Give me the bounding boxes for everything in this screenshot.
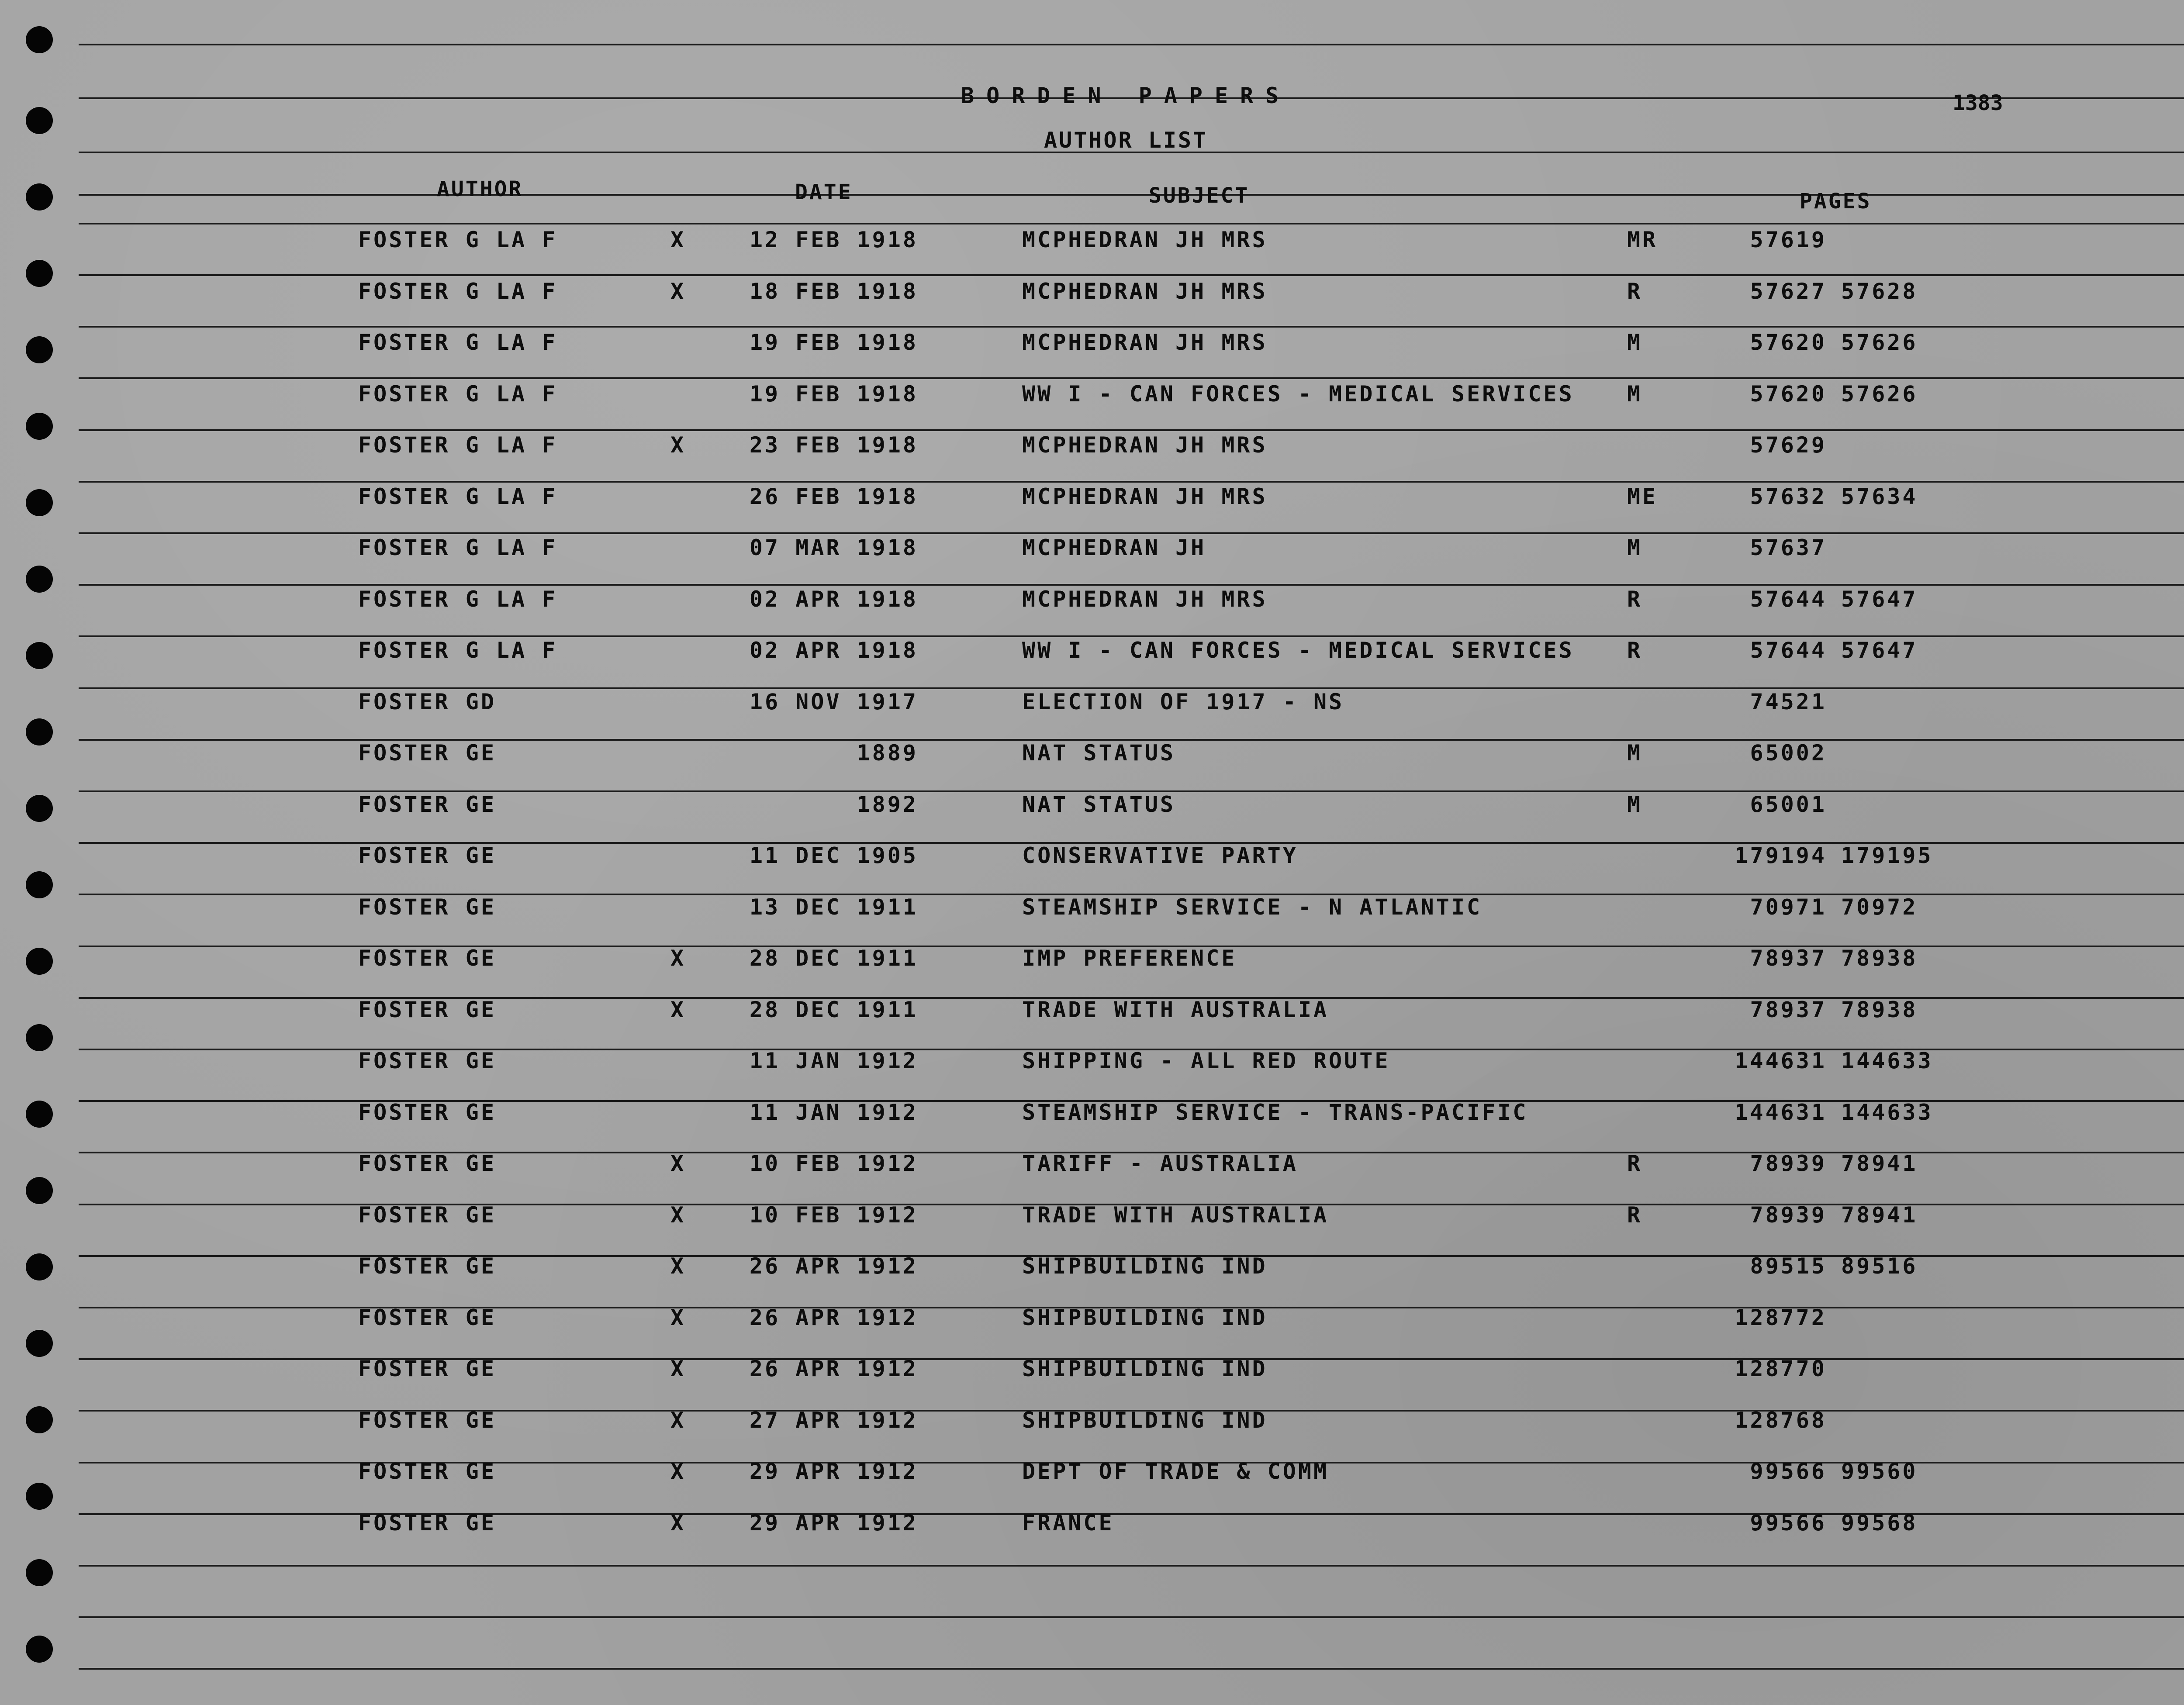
date-cell: 1892 [857, 791, 918, 817]
table-row [0, 1459, 2184, 1507]
flag-cell: X [670, 278, 686, 304]
last-page-cell: 70972 [1841, 894, 1918, 920]
date-cell: 18 FEB 1918 [749, 278, 918, 304]
author-cell: FOSTER GE [358, 1510, 496, 1536]
first-page-cell: 78937 [1750, 997, 1827, 1022]
date-cell: 28 DEC 1911 [749, 997, 918, 1022]
first-page-cell: 57644 [1750, 586, 1827, 612]
date-cell: 1889 [857, 740, 918, 766]
author-cell: FOSTER G LA F [358, 330, 558, 355]
date-cell: 16 NOV 1917 [749, 689, 918, 714]
table-row [0, 946, 2184, 994]
last-page-cell: 78938 [1841, 997, 1918, 1022]
code-cell: R [1627, 586, 1643, 612]
flag-cell: X [670, 227, 686, 252]
ruled-line [79, 1668, 2184, 1670]
column-header-date: DATE [795, 180, 853, 204]
flag-cell: X [670, 946, 686, 971]
author-cell: FOSTER GE [358, 1202, 496, 1228]
last-page-cell: 78941 [1841, 1151, 1918, 1176]
last-page-cell: 99560 [1841, 1459, 1918, 1484]
subject-cell: MCPHEDRAN JH MRS [1022, 483, 1268, 509]
code-cell: ME [1627, 483, 1658, 509]
date-cell: 07 MAR 1918 [749, 535, 918, 560]
date-cell: 10 FEB 1912 [749, 1151, 918, 1176]
author-cell: FOSTER GE [358, 894, 496, 920]
ruled-line [79, 1616, 2184, 1618]
first-page-cell: 99566 [1750, 1510, 1827, 1536]
subject-cell: SHIPBUILDING IND [1022, 1305, 1268, 1330]
last-page-cell: 57628 [1841, 278, 1918, 304]
date-cell: 26 APR 1912 [749, 1356, 918, 1381]
code-cell: M [1627, 791, 1643, 817]
first-page-cell: 57637 [1750, 535, 1827, 560]
date-cell: 27 APR 1912 [749, 1407, 918, 1433]
table-row [0, 1100, 2184, 1148]
first-page-cell: 99566 [1750, 1459, 1827, 1484]
author-cell: FOSTER GE [358, 1253, 496, 1279]
author-cell: FOSTER G LA F [358, 535, 558, 560]
first-page-cell: 78937 [1750, 946, 1827, 971]
table-row [0, 484, 2184, 532]
subject-cell: TARIFF - AUSTRALIA [1022, 1151, 1298, 1176]
date-cell: 26 FEB 1918 [749, 483, 918, 509]
table-row [0, 279, 2184, 327]
first-page-cell: 70971 [1750, 894, 1827, 920]
flag-cell: X [670, 1151, 686, 1176]
author-cell: FOSTER GE [358, 997, 496, 1022]
last-page-cell: 144633 [1841, 1099, 1933, 1125]
flag-cell: X [670, 1356, 686, 1381]
first-page-cell: 57629 [1750, 432, 1827, 458]
ruled-line [79, 584, 2184, 586]
table-row [0, 1510, 2184, 1558]
code-cell: M [1627, 330, 1643, 355]
first-page-cell: 57619 [1750, 227, 1827, 252]
last-page-cell: 179195 [1841, 843, 1933, 868]
subject-cell: MCPHEDRAN JH MRS [1022, 586, 1268, 612]
subject-cell: SHIPPING - ALL RED ROUTE [1022, 1048, 1390, 1073]
date-cell: 11 JAN 1912 [749, 1048, 918, 1073]
date-cell: 19 FEB 1918 [749, 381, 918, 407]
table-row [0, 1202, 2184, 1250]
subject-cell: FRANCE [1022, 1510, 1114, 1536]
subject-cell: MCPHEDRAN JH MRS [1022, 432, 1268, 458]
date-cell: 29 APR 1912 [749, 1510, 918, 1536]
date-cell: 23 FEB 1918 [749, 432, 918, 458]
last-page-cell: 57647 [1841, 586, 1918, 612]
first-page-cell: 74521 [1750, 689, 1827, 714]
code-cell: M [1627, 535, 1643, 560]
flag-cell: X [670, 997, 686, 1022]
code-cell: MR [1627, 227, 1658, 252]
date-cell: 11 JAN 1912 [749, 1099, 918, 1125]
table-row [0, 740, 2184, 788]
table-row [0, 894, 2184, 942]
table-row [0, 689, 2184, 737]
first-page-cell: 144631 [1735, 1048, 1827, 1073]
code-cell: R [1627, 1202, 1643, 1228]
first-page-cell: 78939 [1750, 1202, 1827, 1228]
table-row [0, 1151, 2184, 1199]
date-cell: 13 DEC 1911 [749, 894, 918, 920]
date-cell: 02 APR 1918 [749, 586, 918, 612]
table-row [0, 227, 2184, 275]
date-cell: 19 FEB 1918 [749, 330, 918, 355]
table-row [0, 1356, 2184, 1404]
table-row [0, 638, 2184, 686]
table-row [0, 330, 2184, 378]
date-cell: 29 APR 1912 [749, 1459, 918, 1484]
subject-cell: TRADE WITH AUSTRALIA [1022, 1202, 1329, 1228]
report-title: BORDEN PAPERS [961, 83, 1291, 108]
last-page-cell: 144633 [1841, 1048, 1933, 1073]
last-page-cell: 89516 [1841, 1253, 1918, 1279]
subject-cell: SHIPBUILDING IND [1022, 1407, 1268, 1433]
first-page-cell: 57620 [1750, 381, 1827, 407]
first-page-cell: 57632 [1750, 483, 1827, 509]
table-row [0, 792, 2184, 840]
subject-cell: DEPT OF TRADE & COMM [1022, 1459, 1329, 1484]
subject-cell: NAT STATUS [1022, 791, 1176, 817]
subject-cell: SHIPBUILDING IND [1022, 1253, 1268, 1279]
author-cell: FOSTER GE [358, 1305, 496, 1330]
last-page-cell: 78941 [1841, 1202, 1918, 1228]
column-header-pages: PAGES [1800, 189, 1872, 214]
subject-cell: MCPHEDRAN JH MRS [1022, 330, 1268, 355]
author-cell: FOSTER GE [358, 1407, 496, 1433]
first-page-cell: 57644 [1750, 638, 1827, 663]
author-cell: FOSTER GD [358, 689, 496, 714]
date-cell: 02 APR 1918 [749, 638, 918, 663]
date-cell: 11 DEC 1905 [749, 843, 918, 868]
date-cell: 10 FEB 1912 [749, 1202, 918, 1228]
date-cell: 28 DEC 1911 [749, 946, 918, 971]
table-row [0, 1408, 2184, 1456]
date-cell: 26 APR 1912 [749, 1253, 918, 1279]
author-cell: FOSTER G LA F [358, 586, 558, 612]
last-page-cell: 57626 [1841, 330, 1918, 355]
table-row [0, 535, 2184, 583]
flag-cell: X [670, 1407, 686, 1433]
code-cell: R [1627, 278, 1643, 304]
author-cell: FOSTER GE [358, 1151, 496, 1176]
code-cell: M [1627, 381, 1643, 407]
column-header-subject: SUBJECT [1149, 183, 1250, 208]
subject-cell: SHIPBUILDING IND [1022, 1356, 1268, 1381]
ruled-line [79, 429, 2184, 431]
first-page-cell: 57627 [1750, 278, 1827, 304]
table-row [0, 432, 2184, 480]
subject-cell: STEAMSHIP SERVICE - TRANS-PACIFIC [1022, 1099, 1528, 1125]
first-page-cell: 65001 [1750, 791, 1827, 817]
date-cell: 26 APR 1912 [749, 1305, 918, 1330]
flag-cell: X [670, 1510, 686, 1536]
first-page-cell: 128770 [1735, 1356, 1827, 1381]
first-page-cell: 65002 [1750, 740, 1827, 766]
page-number: 1383 [1952, 91, 2003, 115]
ruled-line [79, 481, 2184, 483]
author-cell: FOSTER G LA F [358, 381, 558, 407]
author-cell: FOSTER GE [358, 740, 496, 766]
subject-cell: MCPHEDRAN JH MRS [1022, 227, 1268, 252]
ruled-line [79, 635, 2184, 637]
table-row [0, 997, 2184, 1045]
first-page-cell: 128772 [1735, 1305, 1827, 1330]
table-row [0, 1305, 2184, 1353]
last-page-cell: 57647 [1841, 638, 1918, 663]
subject-cell: WW I - CAN FORCES - MEDICAL SERVICES [1022, 381, 1574, 407]
first-page-cell: 78939 [1750, 1151, 1827, 1176]
author-cell: FOSTER G LA F [358, 227, 558, 252]
ruled-line [79, 1565, 2184, 1567]
flag-cell: X [670, 1305, 686, 1330]
author-cell: FOSTER GE [358, 843, 496, 868]
author-cell: FOSTER G LA F [358, 638, 558, 663]
last-page-cell: 57634 [1841, 483, 1918, 509]
table-row [0, 587, 2184, 635]
author-cell: FOSTER GE [358, 1048, 496, 1073]
first-page-cell: 57620 [1750, 330, 1827, 355]
code-cell: R [1627, 1151, 1643, 1176]
author-cell: FOSTER GE [358, 791, 496, 817]
author-cell: FOSTER G LA F [358, 278, 558, 304]
author-cell: FOSTER GE [358, 1356, 496, 1381]
first-page-cell: 144631 [1735, 1099, 1827, 1125]
author-cell: FOSTER G LA F [358, 432, 558, 458]
date-cell: 12 FEB 1918 [749, 227, 918, 252]
author-cell: FOSTER G LA F [358, 483, 558, 509]
flag-cell: X [670, 432, 686, 458]
author-cell: FOSTER GE [358, 1459, 496, 1484]
table-row [0, 1253, 2184, 1301]
column-header-author: AUTHOR [437, 177, 523, 201]
flag-cell: X [670, 1459, 686, 1484]
subject-cell: MCPHEDRAN JH [1022, 535, 1206, 560]
author-cell: FOSTER GE [358, 1099, 496, 1125]
subject-cell: TRADE WITH AUSTRALIA [1022, 997, 1329, 1022]
ruled-line [79, 44, 2184, 45]
table-row [0, 381, 2184, 429]
subject-cell: IMP PREFERENCE [1022, 946, 1237, 971]
flag-cell: X [670, 1253, 686, 1279]
subject-cell: ELECTION OF 1917 - NS [1022, 689, 1344, 714]
ruled-line [79, 223, 2184, 224]
first-page-cell: 89515 [1750, 1253, 1827, 1279]
code-cell: M [1627, 740, 1643, 766]
report-subtitle: AUTHOR LIST [1044, 128, 1208, 153]
subject-cell: STEAMSHIP SERVICE - N ATLANTIC [1022, 894, 1482, 920]
subject-cell: CONSERVATIVE PARTY [1022, 843, 1298, 868]
code-cell: R [1627, 638, 1643, 663]
subject-cell: MCPHEDRAN JH MRS [1022, 278, 1268, 304]
subject-cell: NAT STATUS [1022, 740, 1176, 766]
last-page-cell: 78938 [1841, 946, 1918, 971]
subject-cell: WW I - CAN FORCES - MEDICAL SERVICES [1022, 638, 1574, 663]
table-row [0, 843, 2184, 891]
last-page-cell: 57626 [1841, 381, 1918, 407]
first-page-cell: 128768 [1735, 1407, 1827, 1433]
flag-cell: X [670, 1202, 686, 1228]
table-row [0, 1048, 2184, 1096]
author-cell: FOSTER GE [358, 946, 496, 971]
first-page-cell: 179194 [1735, 843, 1827, 868]
last-page-cell: 99568 [1841, 1510, 1918, 1536]
ruled-line [79, 532, 2184, 534]
